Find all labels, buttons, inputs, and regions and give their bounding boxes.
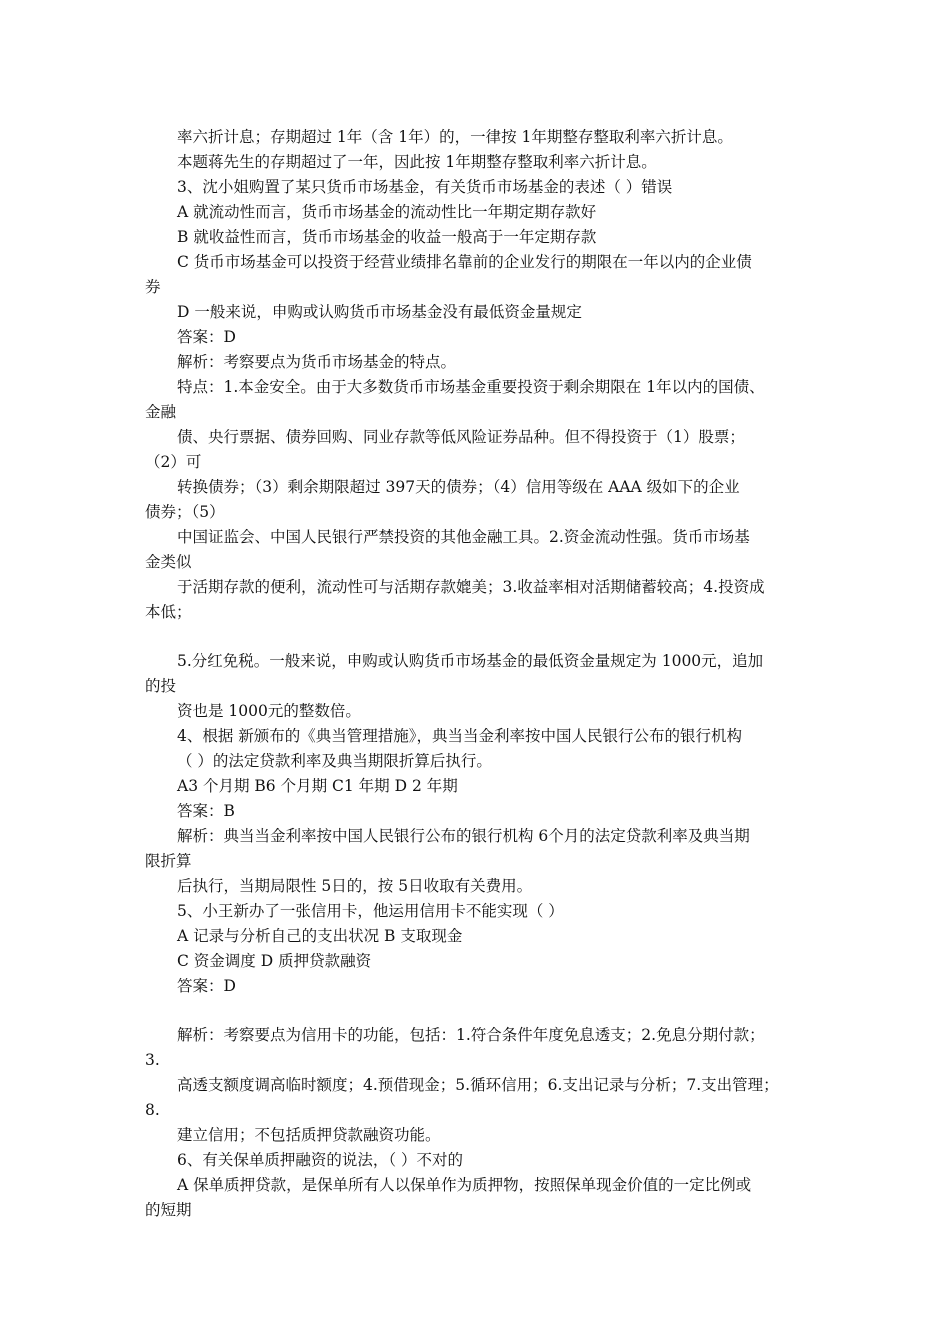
text-line: 本题蒋先生的存期超过了一年，因此按 1年期整存整取利率六折计息。 [177,153,657,171]
text-line: （2）可 [145,453,202,471]
text-line: 中国证监会、中国人民银行严禁投资的其他金融工具。2.资金流动性强。货币市场基 [177,528,750,546]
analysis: 解析：考察要点为货币市场基金的特点。 [177,353,457,371]
option-a: A 就流动性而言，货币市场基金的流动性比一年期定期存款好 [177,203,597,221]
text-line: 5.分红免税。一般来说，申购或认购货币市场基金的最低资金量规定为 1000元，追加 [177,652,764,670]
question-6: 6、有关保单质押融资的说法，（ ）不对的 [177,1151,464,1169]
text-line: 债券；（5） [145,503,225,521]
text-line: 特点：1.本金安全。由于大多数货币市场基金重要投资于剩余期限在 1年以内的国债、 [177,378,765,396]
analysis: 解析：考察要点为信用卡的功能，包括：1.符合条件年度免息透支；2.免息分期付款； [177,1026,765,1044]
analysis: 解析：典当当金利率按中国人民银行公布的银行机构 6个月的法定贷款利率及典当期 [177,827,750,845]
text-line: 3. [145,1051,160,1069]
options: A 记录与分析自己的支出状况 B 支取现金 [177,927,463,945]
text-line: 转换债券；（3）剩余期限超过 397天的债券；（4）信用等级在 AAA 级如下的企业 [177,478,740,496]
answer: 答案：D [177,328,236,346]
text-line: 的投 [145,677,177,695]
options: A3 个月期 B6 个月期 C1 年期 D 2 年期 [177,777,458,795]
text-line: 金融 [145,403,177,421]
text-line: 高透支额度调高临时额度；4.预借现金；5.循环信用；6.支出记录与分析；7.支出管理； [177,1076,779,1094]
text-line: 后执行，当期局限性 5日的，按 5日收取有关费用。 [177,877,533,895]
answer: 答案：D [177,977,236,995]
question-3: 3、沈小姐购置了某只货币市场基金，有关货币市场基金的表述（ ）错误 [177,178,673,196]
text-line: 8. [145,1101,160,1119]
text-line: 本低； [145,603,192,621]
text-line: 限折算 [145,852,192,870]
text-line: 的短期 [145,1201,192,1219]
text-line: 于活期存款的便利，流动性可与活期存款媲美；3.收益率相对活期储蓄较高；4.投资成 [177,578,765,596]
text-line: 券 [145,278,161,296]
question-4: 4、根据 新颁布的《典当管理措施》，典当当金利率按中国人民银行公布的银行机构 [177,727,743,745]
option-d: D 一般来说，申购或认购货币市场基金没有最低资金量规定 [177,303,582,321]
text-line: （ ）的法定贷款利率及典当期限折算后执行。 [177,752,492,770]
text-line: 资也是 1000元的整数倍。 [177,702,361,720]
text-line: 金类似 [145,553,192,571]
options: C 资金调度 D 质押贷款融资 [177,952,372,970]
answer: 答案：B [177,802,235,820]
text-line: 债、央行票据、债券回购、同业存款等低风险证券品种。但不得投资于（1）股票； [177,428,745,446]
option-c: C 货币市场基金可以投资于经营业绩排名靠前的企业发行的期限在一年以内的企业债 [177,253,752,271]
question-5: 5、小王新办了一张信用卡，他运用信用卡不能实现（ ） [177,902,564,920]
text-line: 建立信用；不包括质押贷款融资功能。 [177,1126,441,1144]
text-line: 率六折计息；存期超过 1年（含 1年）的，一律按 1年期整存整取利率六折计息。 [177,128,733,146]
option-b: B 就收益性而言，货币市场基金的收益一般高于一年定期存款 [177,228,597,246]
option-a: A 保单质押贷款，是保单所有人以保单作为质押物，按照保单现金价值的一定比例或 [177,1176,752,1194]
